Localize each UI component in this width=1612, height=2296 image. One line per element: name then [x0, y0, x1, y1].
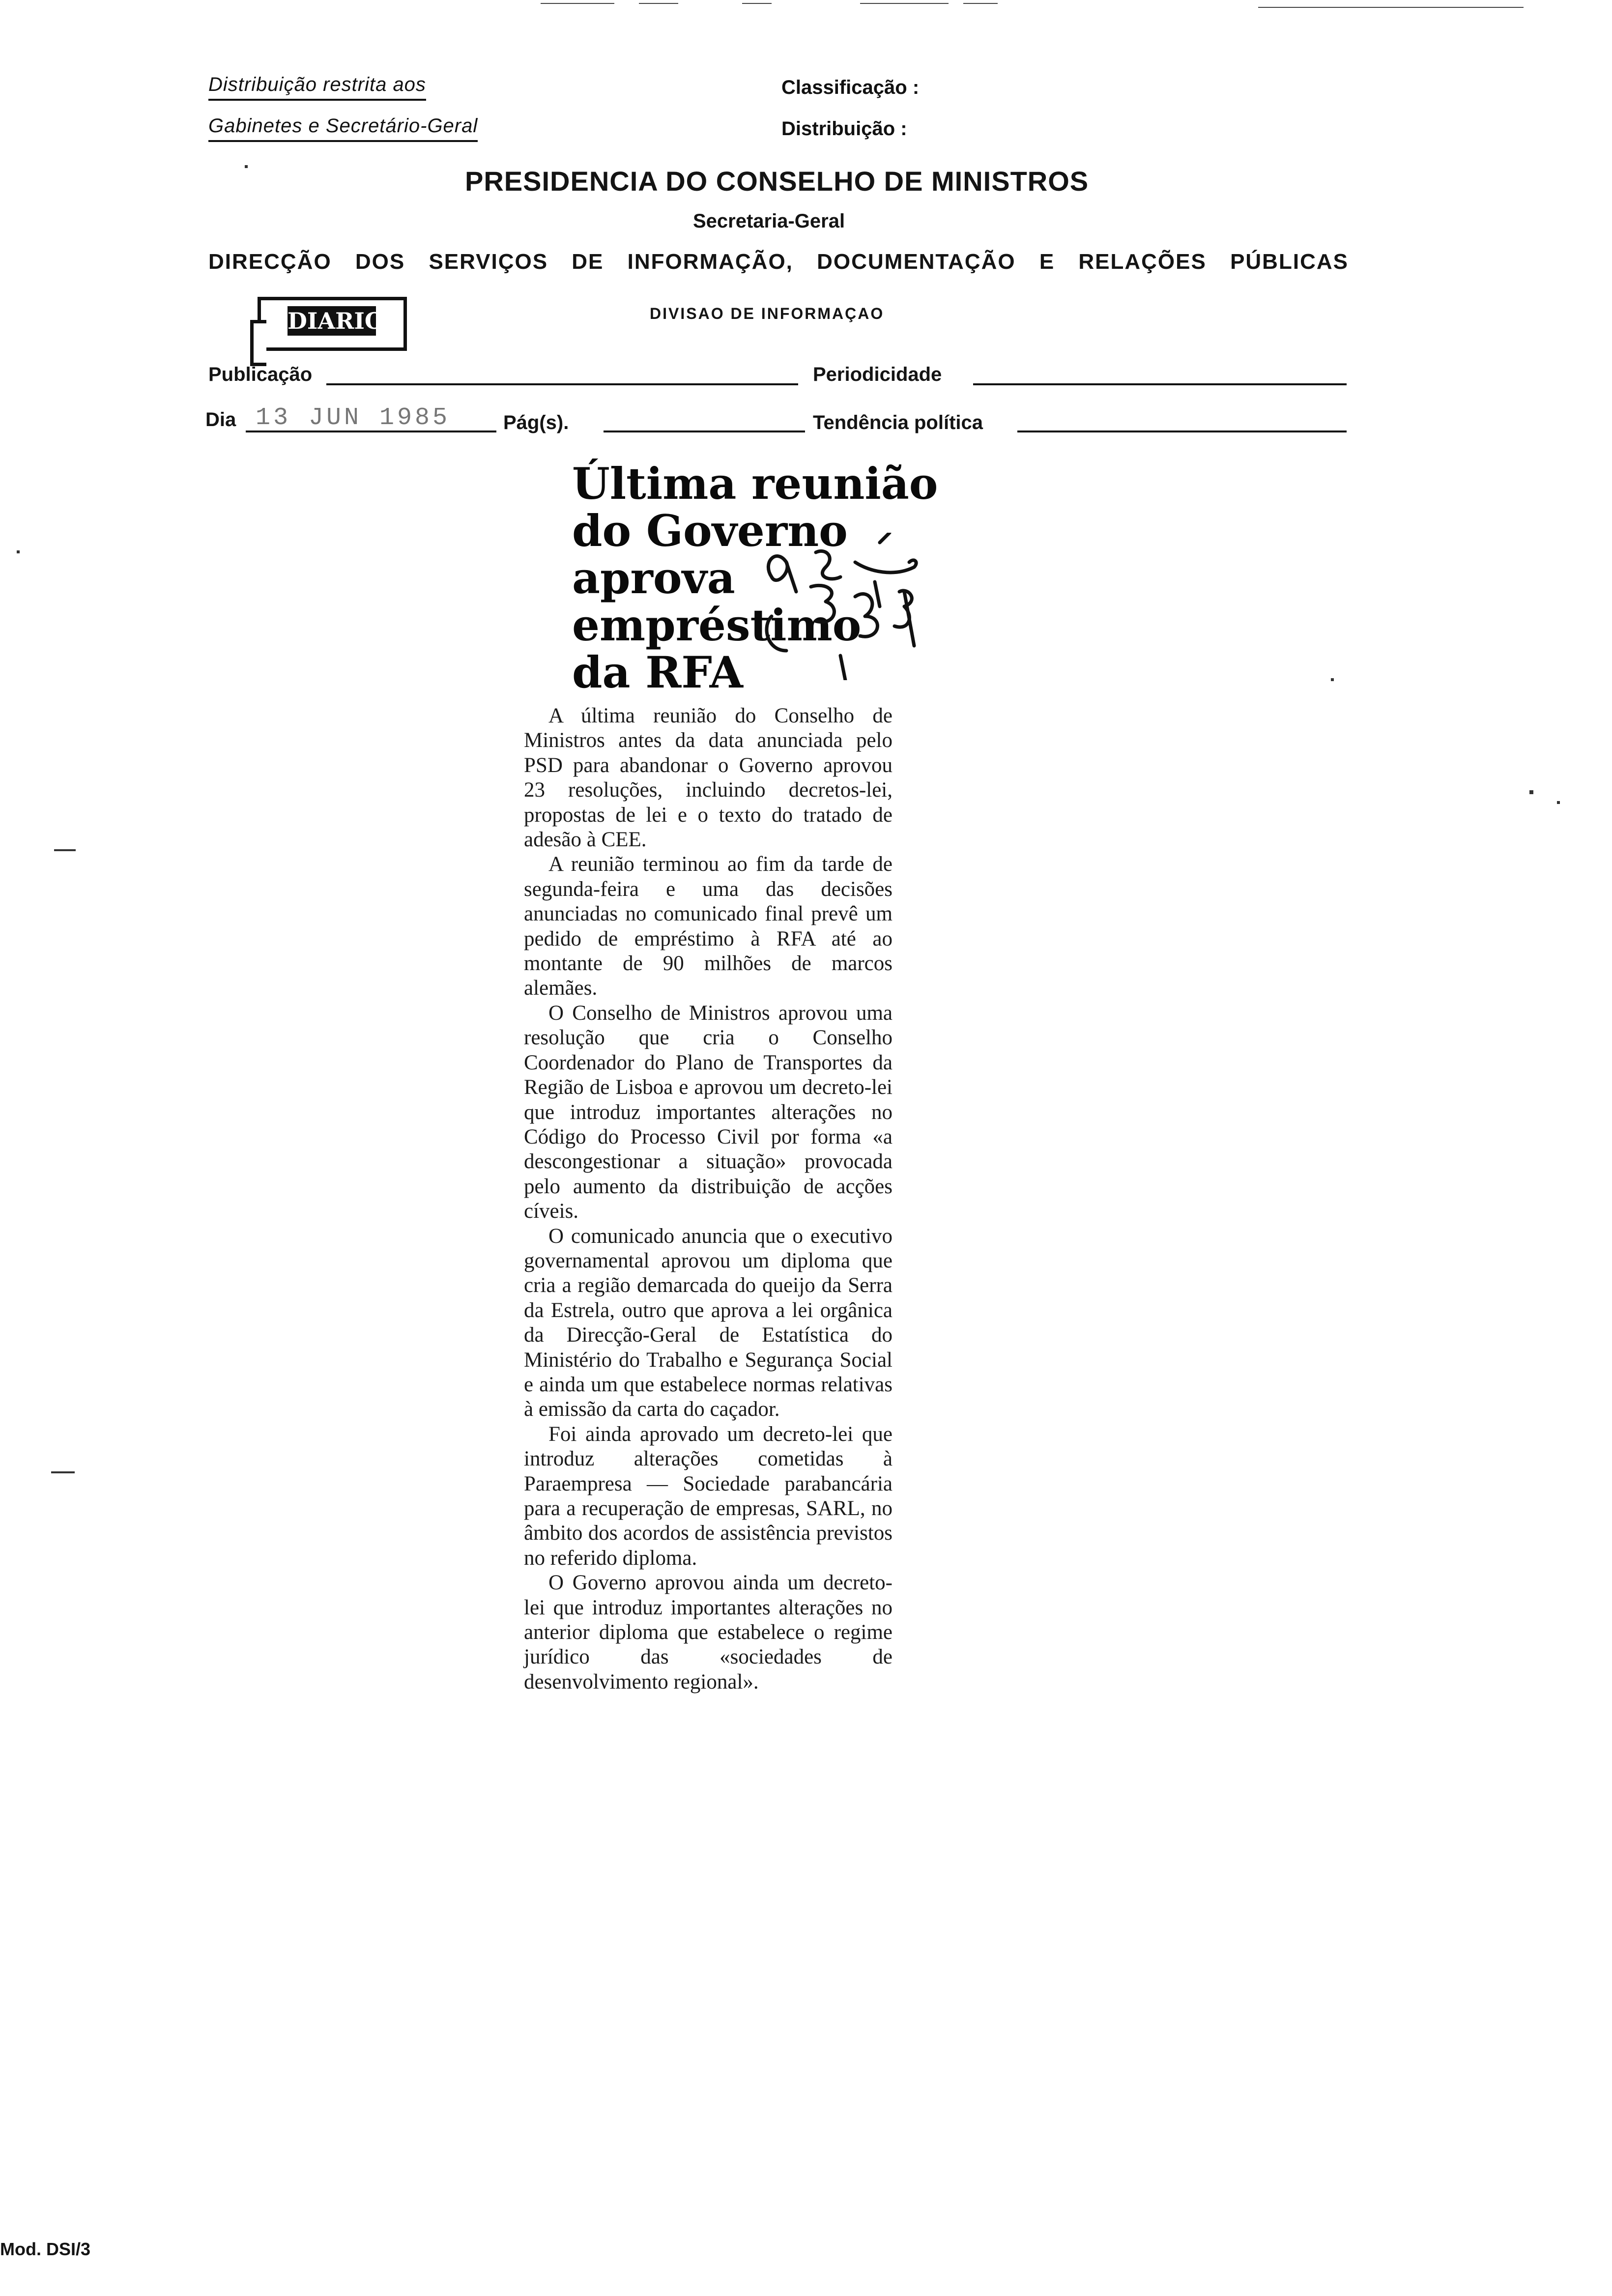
directorate-word: SERVIÇOS: [429, 250, 548, 274]
margin-mark: [54, 849, 76, 851]
stamp-notch: [250, 320, 266, 366]
pags-label: Pág(s).: [503, 412, 569, 433]
article-paragraph: A reunião terminou ao fim da tarde de segunda-feira e uma das decisões anunciadas no comunicado final prevê um pedido de empréstimo à RFA até ao montante de 90 milhões de marcos alemães.: [524, 853, 892, 1000]
headline-line: do Governo: [572, 505, 848, 556]
article-paragraph: O Governo aprovou ainda um decreto-lei que introduz importantes alterações no anterior diploma que estabelece o regime jurídico das «sociedades de desenvolvimento regional».: [524, 1571, 892, 1693]
directorate-word: DOS: [355, 250, 405, 274]
headline-line: aprova: [572, 552, 735, 603]
article-paragraph: O comunicado anuncia que o executivo governamental aprovou um diploma que cria a região demarcada do queijo da Serra da Estrela, outro que aprova a lei orgânica da Direcção-Geral de Estatística do Ministério do Trabalho e Segurança Social e ainda um que estabelece normas relativas à emissão da carta do caçador.: [524, 1224, 892, 1421]
form-code: Mod. DSI/3: [0, 2239, 91, 2259]
stamp-logo: DIARIO: [288, 306, 376, 336]
restriction-line-2: Gabinetes e Secretário-Geral: [208, 115, 478, 142]
scan-line: [541, 3, 614, 4]
directorate-line: [208, 250, 1349, 274]
institution-title: PRESIDENCIA DO CONSELHO DE MINISTROS: [465, 166, 1089, 197]
scan-line: [963, 3, 998, 4]
headline-line: da RFA: [572, 647, 743, 698]
restriction-line-1: Distribuição restrita aos: [208, 74, 426, 101]
scan-line: [742, 3, 772, 4]
headline-line: empréstimo: [572, 600, 862, 651]
article-paragraph: Foi ainda aprovado um decreto-lei que introduz alterações cometidas à Paraempresa — Sociedade parabancária para a recuperação de empresas, SARL, no âmbito dos acordos de assistência previstos no referido diploma.: [524, 1422, 892, 1570]
scan-line: [639, 3, 678, 4]
tendencia-field-line: [1017, 430, 1347, 432]
date-stamp: 13 JUN 1985: [256, 404, 451, 432]
publication-stamp: [258, 297, 407, 351]
scan-line: [860, 3, 949, 4]
institution-subtitle: Secretaria-Geral: [693, 210, 845, 232]
division-label: DIVISAO DE INFORMAÇAO: [650, 305, 885, 322]
distribuicao-label: Distribuição :: [781, 118, 907, 140]
article-paragraph: A última reunião do Conselho de Ministros antes da data anunciada pelo PSD para abandonar o Governo aprovou 23 resoluções, incluindo decretos-lei, propostas de lei e o texto do tratado de adesão à CEE.: [524, 704, 892, 852]
tendencia-label: Tendência política: [813, 412, 983, 433]
margin-mark: [51, 1471, 75, 1473]
scan-speck: [1529, 790, 1533, 794]
directorate-word: INFORMAÇÃO,: [627, 250, 793, 274]
scan-speck: [245, 165, 248, 168]
pags-field-line: [604, 430, 805, 432]
scan-speck: [1331, 678, 1334, 681]
directorate-word: E: [1039, 250, 1055, 274]
directorate-word: RELAÇÕES: [1078, 250, 1207, 274]
scan-line: [1258, 7, 1524, 8]
classificacao-label: Classificação :: [781, 77, 920, 98]
periodicidade-label: Periodicidade: [813, 364, 942, 385]
article-body: [524, 704, 892, 1694]
dia-field-line: [246, 430, 496, 432]
directorate-word: DE: [572, 250, 604, 274]
directorate-word: DOCUMENTAÇÃO: [817, 250, 1016, 274]
publicacao-label: Publicação: [208, 364, 313, 385]
handwritten-annotation: [757, 533, 934, 680]
headline-line: Última reunião: [572, 458, 938, 509]
dia-label: Dia: [205, 409, 236, 430]
periodicidade-field-line: [973, 383, 1347, 385]
article-paragraph: O Conselho de Ministros aprovou uma resolução que cria o Conselho Coordenador do Plano de Transportes da Região de Lisboa e aprovou um decreto-lei que introduz importantes alterações no Código do Processo Civil por forma «a descongestionar a situação» provocada pelo aumento da distribuição de acções cíveis.: [524, 1001, 892, 1223]
scan-speck: [17, 550, 20, 553]
publicacao-field-line: [326, 383, 798, 385]
scan-speck: [1557, 801, 1560, 804]
directorate-word: DIRECÇÃO: [208, 250, 332, 274]
directorate-word: PÚBLICAS: [1230, 250, 1349, 274]
